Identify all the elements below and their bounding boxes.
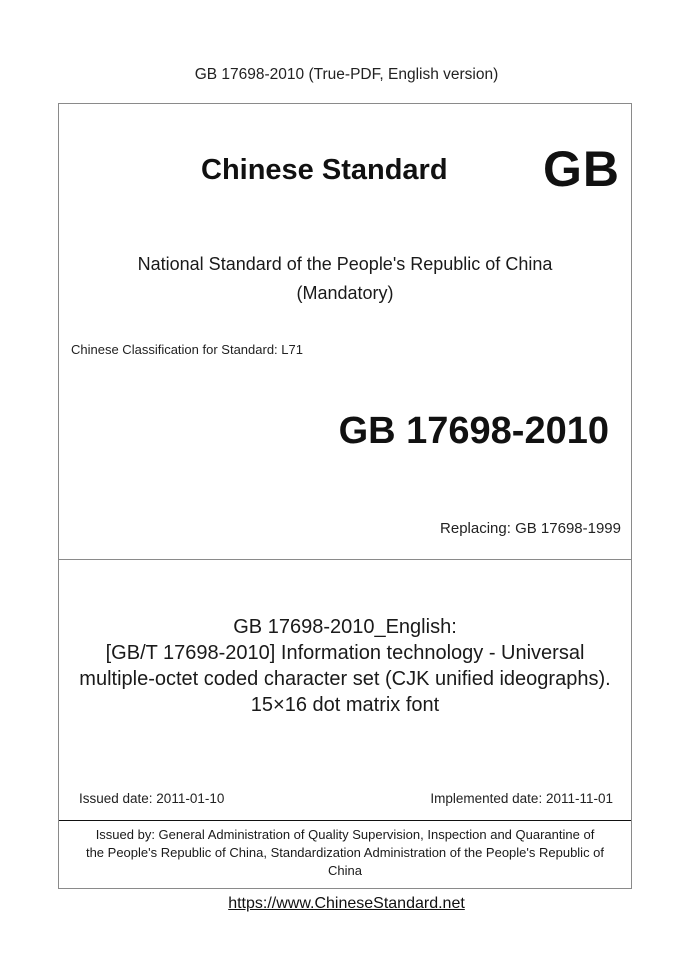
mandatory-line: (Mandatory): [296, 283, 394, 303]
issuer-line: China: [328, 863, 362, 878]
title-line: GB 17698-2010_English:: [233, 616, 457, 638]
website-link[interactable]: https://www.ChineseStandard.net: [228, 895, 465, 912]
issuer-line: the People's Republic of China, Standardization Administration of the People's Republic of: [85, 845, 605, 860]
brand-title: Chinese Standard: [201, 154, 448, 186]
issued-date: Issued date: 2011-01-10: [79, 791, 225, 806]
gb-mark: GB: [543, 141, 620, 197]
brand-row: [59, 140, 631, 200]
document-header: GB 17698-2010 (True-PDF, English version): [194, 66, 499, 83]
classification-label: Chinese Classification for Standard: L71: [71, 342, 303, 357]
issuer-divider: [59, 820, 631, 821]
section-divider: [59, 559, 631, 560]
cover-frame: [58, 103, 632, 889]
title-line: multiple-octet coded character set (CJK unified ideographs).: [79, 668, 611, 690]
title-line: [GB/T 17698-2010] Information technology - Universal: [105, 642, 585, 664]
issuer-statement: [59, 826, 631, 880]
national-line: National Standard of the People's Republic of China: [137, 254, 553, 274]
national-standard-caption: [59, 250, 631, 308]
standard-number: GB 17698-2010: [338, 410, 609, 452]
replacing-label: Replacing: GB 17698-1999: [440, 520, 621, 537]
title-line: 15×16 dot matrix font: [250, 694, 440, 716]
issuer-line: Issued by: General Administration of Quality Supervision, Inspection and Quarantine of: [95, 827, 595, 842]
document-title: [59, 614, 631, 718]
implemented-date: Implemented date: 2011-11-01: [430, 791, 613, 806]
